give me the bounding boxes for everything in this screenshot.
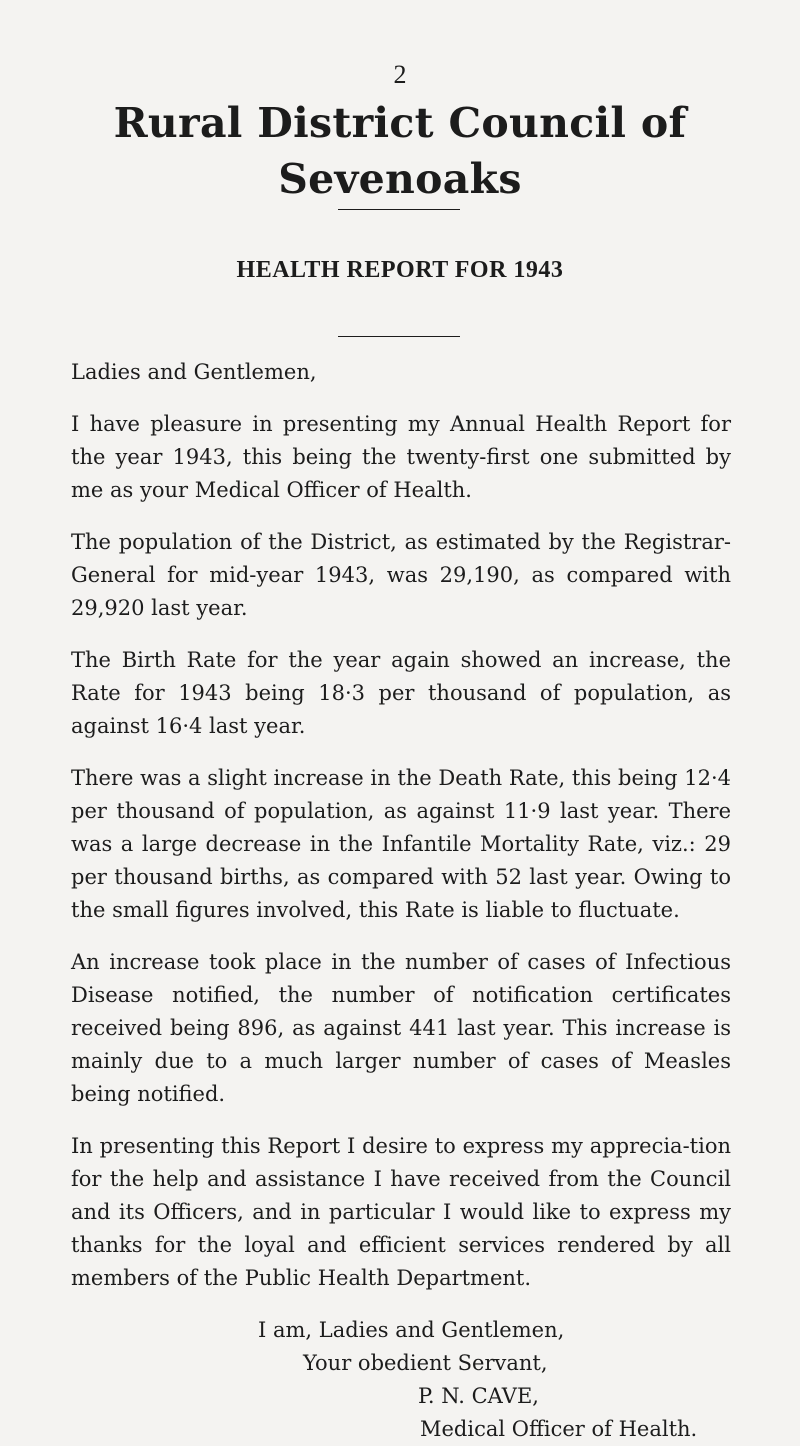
- paragraph-population: The population of the District, as estimated by the Registrar-General for mid-year 1943, was 29,190, as compared with 29,920 last year.: [71, 530, 731, 620]
- closing-servant: Your obedient Servant,: [303, 1351, 548, 1375]
- page-number: 2: [393, 60, 407, 89]
- paragraph-death-rate: There was a slight increase in the Death Rate, this being 12·4 per thousand of population, as against 11·9 last year. There was a large decrease in the Infantile Mortality Rate, viz.: 29 per thousand births, as compared with 52 last year. Owing to the small figures involved, this Rate is liable to fluctuate.: [71, 766, 731, 922]
- closing-block: [71, 1314, 731, 1446]
- paragraph-annual-report: I have pleasure in presenting my Annual Health Report for the year 1943, this being the twenty-first one submitted by me as your Medical Officer of Health.: [71, 412, 731, 502]
- salutation: Ladies and Gentlemen,: [71, 360, 317, 384]
- signatory-position: Medical Officer of Health.: [420, 1417, 698, 1441]
- paragraph-infectious-disease: An increase took place in the number of cases of Infectious Disease notified, the number of notification certificates received being 896, as against 441 last year. This increase is mainly due to a much larger number of cases of Measles being notified.: [71, 950, 731, 1106]
- divider-bottom: [338, 336, 460, 337]
- signatory-name: P. N. CAVE,: [418, 1384, 539, 1408]
- divider-top: [338, 209, 460, 210]
- council-title: Rural District Council of Sevenoaks: [113, 99, 687, 203]
- letter-body: [71, 356, 731, 1446]
- report-heading: HEALTH REPORT FOR 1943: [236, 257, 564, 283]
- paragraph-appreciation: In presenting this Report I desire to express my apprecia-tion for the help and assistance I have received from the Council and its Officers, and in particular I would like to express my thanks for the loyal and efficient services rendered by all members of the Public Health Department.: [71, 1134, 731, 1290]
- paragraph-birth-rate: The Birth Rate for the year again showed an increase, the Rate for 1943 being 18·3 per thousand of population, as against 16·4 last year.: [71, 648, 731, 738]
- closing-greeting: I am, Ladies and Gentlemen,: [258, 1318, 565, 1342]
